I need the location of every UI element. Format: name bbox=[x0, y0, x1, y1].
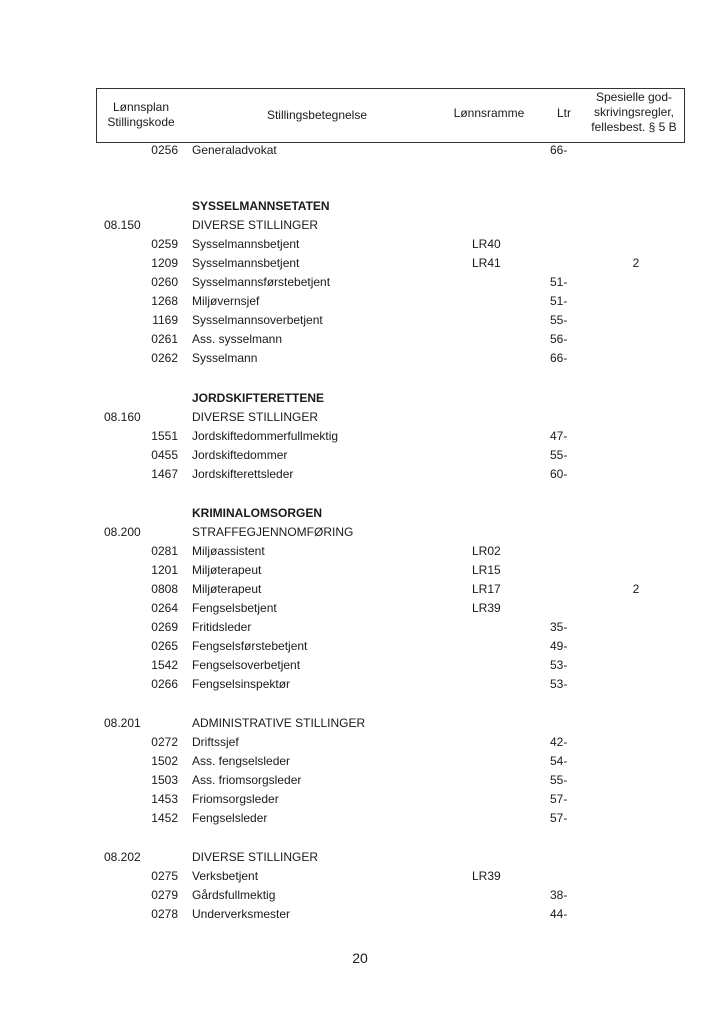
table-row: 0281 Miljøassistent LR02 bbox=[151, 544, 501, 558]
table-row: 1201 Miljøterapeut LR15 bbox=[151, 563, 501, 577]
table-row: 1169 Sysselmannsoverbetjent 55- bbox=[152, 313, 568, 327]
subsection-row: 08.160 DIVERSE STILLINGER bbox=[104, 410, 319, 424]
table-row: 1503 Ass. friomsorgsleder 55- bbox=[151, 773, 568, 787]
table-row: 1209 Sysselmannsbetjent LR41 2 bbox=[151, 256, 640, 270]
header-stillingsbetegnelse: Stillingsbetegnelse bbox=[266, 108, 368, 122]
table-row: 0256 Generaladvokat 66- bbox=[151, 143, 568, 157]
table-row: 0262 Sysselmann 66- bbox=[151, 351, 568, 365]
subsection-row: 08.200 STRAFFEGJENNOMFØRING bbox=[104, 525, 354, 539]
table-row: 0259 Sysselmannsbetjent LR40 bbox=[151, 237, 501, 251]
table-row: 1268 Miljøvernsjef 51- bbox=[151, 294, 568, 308]
table-row: 0264 Fengselsbetjent LR39 bbox=[151, 601, 501, 615]
page-number: 20 bbox=[352, 950, 368, 966]
header-spesielle: Spesielle god- skrivingsregler, fellesbest. § 5 B bbox=[591, 90, 677, 134]
table-row: 1453 Friomsorgsleder 57- bbox=[151, 792, 568, 806]
table-row: 0808 Miljøterapeut LR17 2 bbox=[151, 582, 640, 596]
table-row: 1542 Fengselsoverbetjent 53- bbox=[151, 658, 568, 672]
table-row: 0455 Jordskiftedommer 55- bbox=[151, 448, 568, 462]
subsection-row: 08.201 ADMINISTRATIVE STILLINGER bbox=[104, 716, 366, 730]
subsection-row: 08.202 DIVERSE STILLINGER bbox=[104, 850, 319, 864]
table-row: 0278 Underverksmester 44- bbox=[151, 907, 568, 921]
table-row: 0260 Sysselmannsførstebetjent 51- bbox=[151, 275, 568, 289]
table-row: 0279 Gårdsfullmektig 38- bbox=[151, 888, 568, 902]
table-row: 1467 Jordskifterettsleder 60- bbox=[151, 467, 568, 481]
table-row: 0265 Fengselsførstebetjent 49- bbox=[151, 639, 568, 653]
header-lonnsramme: Lønnsramme bbox=[453, 106, 525, 120]
section-heading: KRIMINALOMSORGEN bbox=[192, 506, 322, 520]
section-heading: SYSSELMANNSETATEN bbox=[192, 199, 330, 213]
table-row: 0269 Fritidsleder 35- bbox=[151, 620, 568, 634]
header-lonnsplan: Lønnsplan Stillingskode bbox=[107, 100, 175, 129]
table-row: 0275 Verksbetjent LR39 bbox=[151, 869, 501, 883]
table-row: 1452 Fengselsleder 57- bbox=[151, 811, 568, 825]
subsection-row: 08.150 DIVERSE STILLINGER bbox=[104, 218, 319, 232]
table-row: 0261 Ass. sysselmann 56- bbox=[151, 332, 568, 346]
table-row: 0272 Driftssjef 42- bbox=[151, 735, 568, 749]
header-ltr: Ltr bbox=[556, 106, 571, 120]
table-header bbox=[96, 88, 685, 143]
table-row: 1551 Jordskiftedommerfullmektig 47- bbox=[151, 429, 568, 443]
section-heading: JORDSKIFTERETTENE bbox=[192, 391, 325, 405]
table-row: 0266 Fengselsinspektør 53- bbox=[151, 677, 568, 691]
table-row: 1502 Ass. fengselsleder 54- bbox=[151, 754, 568, 768]
